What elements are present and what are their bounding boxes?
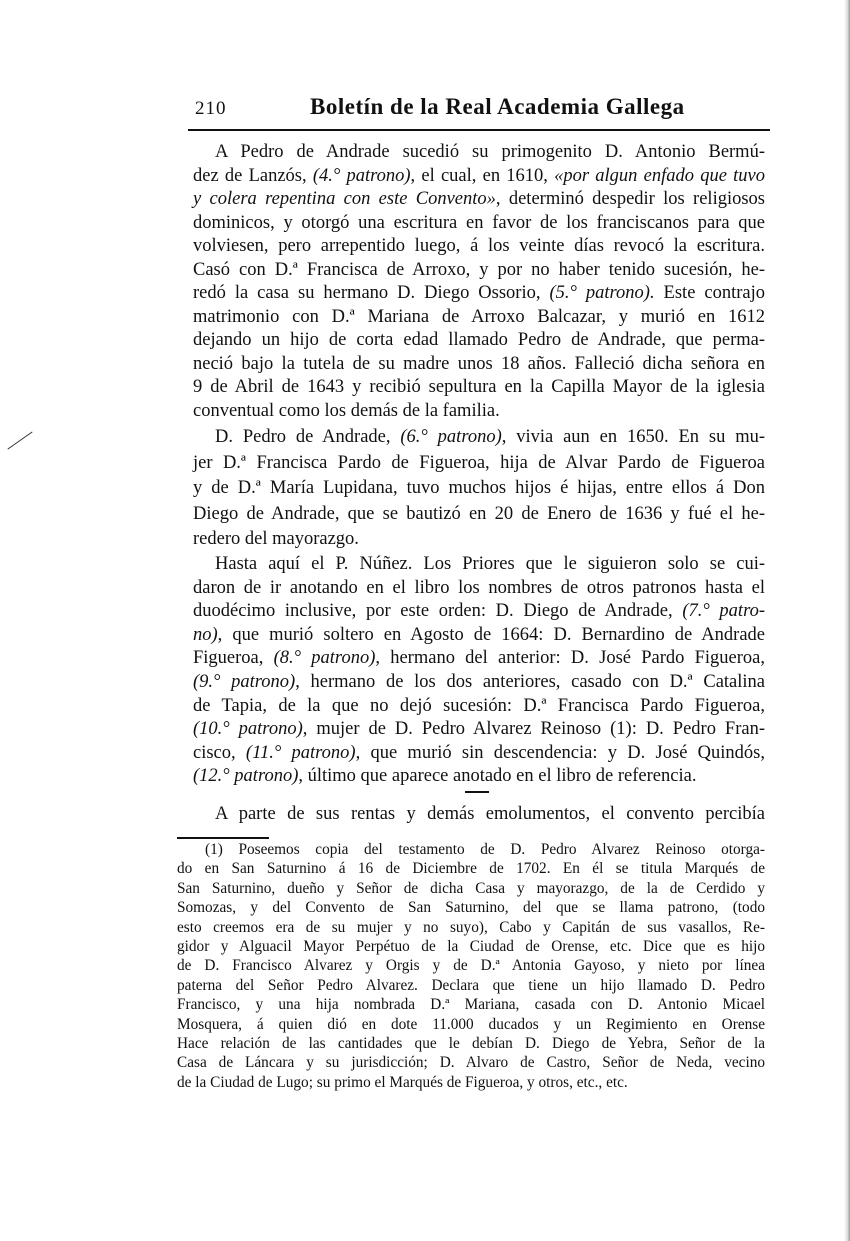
text: cisco,: [193, 742, 246, 763]
text: A Pedro de Andrade sucedió su primogenito D. Antonio Bermú-: [215, 142, 765, 162]
italic-text: «por algun enfado que tuvo: [554, 165, 765, 186]
footnote-rule: [177, 837, 269, 839]
text: esto creemos era de su mujer y no suyo), Cabo y Capitán de sus vasallos, Re-: [177, 918, 765, 936]
margin-mark: [7, 431, 32, 449]
text-line: [193, 451, 765, 477]
italic-text: (6.° patrono): [400, 427, 502, 447]
italic-text: (8.° patrono): [273, 648, 376, 669]
text: matrimonio con D.ª Mariana de Arroxo Balcazar, y murió en 1612: [193, 306, 765, 327]
text: de D. Francisco Alvarez y Orgis y de D.ª Antonia Gayoso, y nieto por línea: [177, 957, 765, 975]
italic-text: (12.° patrono): [193, 766, 299, 787]
text: Hace relación de las cantidades que le debían D. Diego de Yebra, Señor de la: [177, 1035, 765, 1053]
text-line: [177, 956, 765, 975]
paragraph-2: [193, 425, 765, 553]
text: do en San Saturnino á 16 de Diciembre de 1702. En él se titula Marqués de: [177, 860, 765, 878]
text-line: [193, 600, 765, 624]
text: Este contrajo: [654, 283, 766, 303]
text: volviesen, pero arrepentido luego, á los veinte días revocó la escritura.: [193, 236, 765, 256]
text: A parte de sus rentas y demás emolumentos, el convento percibía: [215, 804, 765, 824]
text: paterna del Señor Pedro Alvarez. Declara que tiene un hijo llamado D. Pedro: [177, 976, 765, 994]
text-line: [193, 718, 765, 742]
text-line: [177, 840, 765, 859]
paragraph-1: [193, 141, 765, 423]
text: de la Ciudad de Lugo; su primo el Marqués de Figueroa, y otros, etc., etc.: [177, 1073, 628, 1091]
text: duodécimo inclusive, por este orden: D. Diego de Andrade,: [193, 601, 683, 622]
text: Francisco, y una hija nombrada D.ª Mariana, casada con D. Antonio Micael: [177, 996, 765, 1014]
text-line: [193, 212, 765, 236]
text: , que murió sin descendencia: y D. José Quindós,: [355, 742, 765, 763]
paragraph-4: [193, 802, 765, 826]
text: conventual como los demás de la familia.: [193, 400, 500, 421]
text: Casa de Láncara y su jurisdicción; D. Alvaro de Castro, Señor de Neda, vecino: [177, 1054, 765, 1072]
text-line: [177, 1053, 765, 1072]
text-line: [193, 425, 765, 451]
text-line: [193, 400, 765, 424]
page-number: 210: [195, 98, 227, 119]
running-title: Boletín de la Real Academia Gallega: [310, 94, 685, 119]
text: , el cual, en 1610,: [410, 165, 555, 186]
italic-text: y colera repentina con este Convento»: [193, 189, 496, 209]
text-line: [193, 527, 765, 553]
italic-text: (5.° patrono).: [549, 283, 655, 303]
text: , último que aparece anotado en el libro de referencia.: [298, 766, 697, 787]
text-line: [177, 859, 765, 878]
text: daron de ir anotando en el libro los nombres de otros patronos hasta el: [193, 577, 765, 598]
text-line: [177, 918, 765, 937]
text: Casó con D.ª Francisca de Arroxo, y por no haber tenido sucesión, he-: [193, 259, 765, 280]
text: 9 de Abril de 1643 y recibió sepultura en la Capilla Mayor de la iglesia: [193, 377, 765, 397]
text-line: [177, 976, 765, 995]
text: Somozas, y del Convento de San Saturnino, del que se llama patrono, (todo: [177, 899, 765, 917]
italic-text: (4.° patrono): [312, 165, 411, 186]
page-edge: [844, 0, 850, 1241]
text: San Saturnino, dueño y Señor de dicha Casa y mayorazgo, de la de Cerdido y: [177, 879, 765, 897]
italic-text: (10.° patrono): [193, 719, 303, 740]
text: , vivia aun en 1650. En su mu-: [501, 427, 766, 447]
text: redero del mayorazgo.: [193, 529, 359, 549]
text: , hermano del anterior: D. José Pardo Figueroa,: [375, 648, 765, 669]
text-line: [193, 624, 765, 648]
text-line: [193, 306, 765, 330]
text: , determinó despedir los religiosos: [495, 189, 765, 209]
header-rule: [188, 129, 770, 131]
text-line: [193, 235, 765, 259]
italic-text: no): [193, 624, 218, 645]
footnote: [177, 840, 765, 1092]
text-line: [177, 898, 765, 917]
text: dominicos, y otorgó una escritura en favor de los franciscanos para que: [193, 212, 765, 233]
text-line: [193, 141, 765, 165]
text-line: [193, 353, 765, 377]
text-line: [193, 259, 765, 283]
text: D. Pedro de Andrade,: [215, 427, 401, 447]
italic-text: (7.° patro-: [682, 601, 765, 622]
paragraph-3: [193, 553, 765, 789]
text: , mujer de D. Pedro Alvarez Reinoso (1): D. Pedro Fran-: [302, 719, 765, 740]
text: Hasta aquí el P. Núñez. Los Priores que le siguieron solo se cui-: [215, 554, 765, 574]
text-line: [193, 553, 765, 577]
text: gidor y Alguacil Mayor Perpétuo de la Ciudad de Orense, etc. Dice que es hijo: [177, 938, 765, 956]
section-separator: [465, 791, 489, 793]
text-line: [193, 802, 765, 826]
text: jer D.ª Francisca Pardo de Figueroa, hija de Alvar Pardo de Figueroa: [193, 452, 765, 473]
text-line: [177, 1073, 765, 1092]
text-line: [193, 647, 765, 671]
text: dez de Lanzós,: [193, 165, 313, 186]
text-line: [193, 282, 765, 306]
text: Mosquera, á quien dió en dote 11.000 ducados y un Regimiento en Orense: [177, 1015, 765, 1033]
text-line: [193, 742, 765, 766]
italic-text: (9.° patrono): [193, 671, 296, 692]
text: (1) Poseemos copia del testamento de D. Pedro Alvarez Reinoso otorga-: [205, 841, 765, 858]
text-line: [193, 671, 765, 695]
text-line: [193, 695, 765, 719]
text-line: [193, 502, 765, 528]
text: Diego de Andrade, que se bautizó en 20 de Enero de 1636 y fué el he-: [193, 503, 765, 524]
text: dejando un hijo de corta edad llamado Pedro de Andrade, que perma-: [193, 330, 765, 350]
text-line: [193, 188, 765, 212]
text-line: [177, 937, 765, 956]
text-line: [177, 879, 765, 898]
text-line: [177, 1034, 765, 1053]
italic-text: (11.° patrono): [245, 742, 356, 763]
text: redó la casa su hermano D. Diego Ossorio,: [193, 283, 550, 303]
text-line: [193, 165, 765, 189]
text: y de D.ª María Lupidana, tuvo muchos hijos é hijas, entre ellos á Don: [193, 478, 765, 498]
text: neció bajo la tutela de su madre unos 18 años. Falleció dicha señora en: [193, 353, 765, 374]
text-line: [177, 1015, 765, 1034]
text-line: [193, 376, 765, 400]
text: , hermano de los dos anteriores, casado con D.ª Catalina: [295, 671, 766, 692]
text-line: [193, 765, 765, 789]
text: Figueroa,: [193, 648, 274, 669]
text: , que murió soltero en Agosto de 1664: D. Bernardino de Andrade: [217, 624, 765, 645]
text-line: [193, 476, 765, 502]
text-line: [193, 329, 765, 353]
text-line: [193, 577, 765, 601]
text-line: [177, 995, 765, 1014]
text: de Tapia, de la que no dejó sucesión: D.ª Francisca Pardo Figueroa,: [193, 695, 765, 716]
